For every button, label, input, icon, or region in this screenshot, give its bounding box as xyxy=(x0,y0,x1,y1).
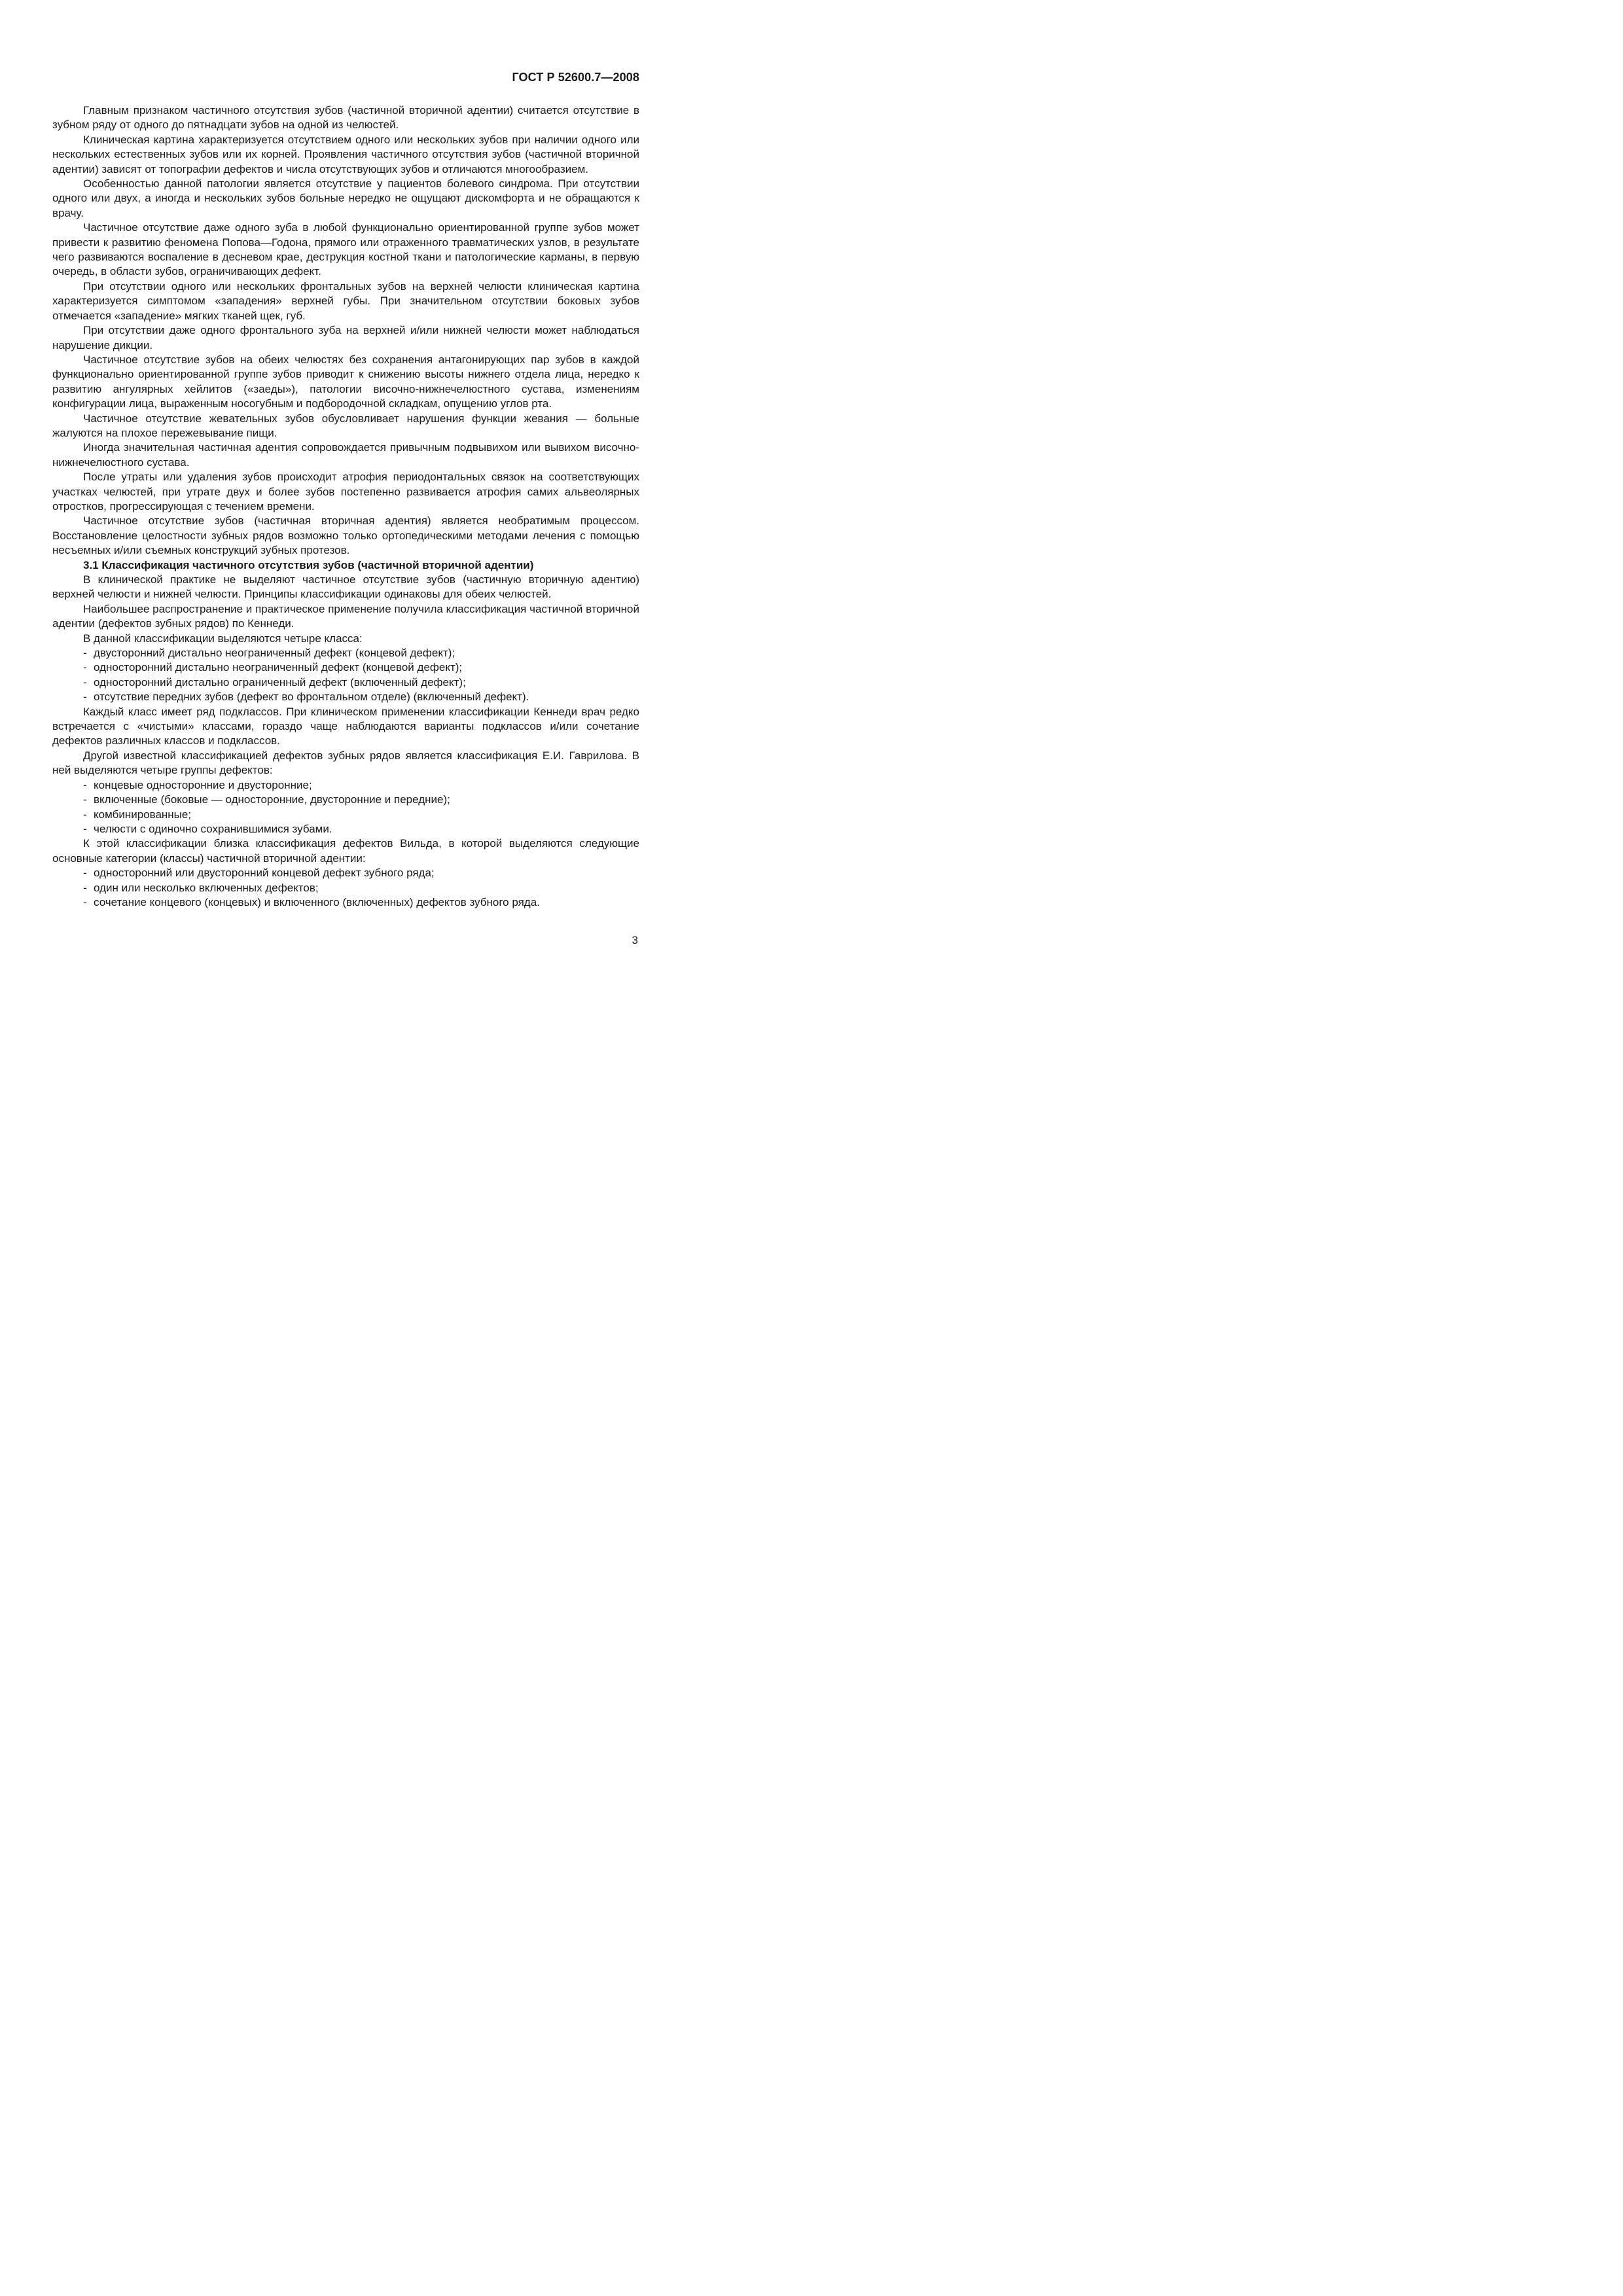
list-item xyxy=(52,793,639,807)
list-item-text: односторонний дистально неограниченный дефект (концевой дефект); xyxy=(94,661,463,674)
list-item-text: концевые односторонние и двусторонние; xyxy=(94,778,312,791)
paragraph: Частичное отсутствие даже одного зуба в любой функционально ориентированной группе зубов может привести к развитию феномена Попова—Годона, прямого или отраженного травматических узлов, в результате чего развиваются воспаление в десневом крае, деструкция костной ткани и патологические карманы, в первую очередь, в области зубов, ограничивающих дефект. xyxy=(52,221,639,278)
list-marker: - xyxy=(83,867,87,880)
list-item xyxy=(52,646,639,660)
list-item xyxy=(52,822,639,836)
list-marker: - xyxy=(83,661,87,674)
document-header-id: ГОСТ Р 52600.7—2008 xyxy=(512,71,639,84)
list-item xyxy=(52,866,639,880)
list-item-text: челюсти с одиночно сохранившимися зубами. xyxy=(94,822,332,835)
list-marker: - xyxy=(83,778,87,791)
list-item-text: отсутствие передних зубов (дефект во фронтальном отделе) (включенный дефект). xyxy=(94,691,529,704)
list-marker: - xyxy=(83,691,87,704)
list-item-text: один или несколько включенных дефектов; xyxy=(94,881,319,894)
paragraph: После утраты или удаления зубов происходит атрофия периодонтальных связок на соответствующих участках челюстей, при утрате двух и более зубов постепенно развивается атрофия самих альвеолярных отростков, прогрессирующая с течением времени. xyxy=(52,471,639,512)
paragraph: Наибольшее распространение и практическое применение получила классификация частичной вторичной адентии (дефектов зубных рядов) по Кеннеди. xyxy=(52,602,639,630)
paragraph: Частичное отсутствие зубов на обеих челюстях без сохранения антагонирующих пар зубов в каждой функционально ориентированной группе зубов приводит к снижению высоты нижнего отдела лица, нередко к развитию ангулярных хейлитов («заеды»), патологии височно-нижнечелюстного сустава, изменениям конфигурации лица, выраженным носогубным и подбородочной складкам, опущению углов рта. xyxy=(52,353,639,410)
paragraph: При отсутствии даже одного фронтального зуба на верхней и/или нижней челюсти может наблюдаться нарушение дикции. xyxy=(52,324,639,351)
paragraph: В данной классификации выделяются четыре класса: xyxy=(83,632,363,645)
list-marker: - xyxy=(83,895,87,908)
paragraph: При отсутствии одного или нескольких фронтальных зубов на верхней челюсти клиническая картина характеризуется симптомом «западения» верхней губы. При значительном отсутствии боковых зубов отмечается «западение» мягких тканей щек, губ. xyxy=(52,279,639,322)
list-item-text: сочетание концевого (концевых) и включенного (включенных) дефектов зубного ряда. xyxy=(94,895,540,908)
list-item xyxy=(52,778,639,793)
paragraph: Иногда значительная частичная адентия сопровождается привычным подвывихом или вывихом височно-нижнечелюстного сустава. xyxy=(52,441,639,469)
list-marker: - xyxy=(83,647,87,660)
paragraph: Частичное отсутствие жевательных зубов обусловливает нарушения функции жевания — больные жалуются на плохое пережевывание пищи. xyxy=(52,412,639,439)
list-item-text: двусторонний дистально неограниченный дефект (концевой дефект); xyxy=(94,647,455,660)
list-item xyxy=(52,808,639,822)
paragraph: Клиническая картина характеризуется отсутствием одного или нескольких зубов при наличии одного или нескольких естественных зубов или их корней. Проявления частичного отсутствия зубов (частичной вторичной адентии) зависят от топографии дефектов и числа отсутствующих зубов и отличаются многообразием. xyxy=(52,133,639,175)
list-item-text: комбинированные; xyxy=(94,808,192,821)
list-item xyxy=(52,675,639,690)
list-item-text: односторонний или двусторонний концевой дефект зубного ряда; xyxy=(94,867,435,880)
list-item-text: односторонний дистально ограниченный дефект (включенный дефект); xyxy=(94,675,466,689)
list-marker: - xyxy=(83,675,87,689)
list-marker: - xyxy=(83,793,87,806)
list-item xyxy=(52,895,639,910)
list-marker: - xyxy=(83,808,87,821)
list-marker: - xyxy=(83,881,87,894)
document-body xyxy=(52,103,639,910)
list-marker: - xyxy=(83,822,87,835)
paragraph: Каждый класс имеет ряд подклассов. При клиническом применении классификации Кеннеди врач редко встречается с «чистыми» классами, гораздо чаще наблюдаются варианты подклассов и/или сочетание дефектов различных классов и подклассов. xyxy=(52,705,639,747)
list-item-text: включенные (боковые — односторонние, двусторонние и передние); xyxy=(94,793,450,806)
section-heading: 3.1 Классификация частичного отсутствия зубов (частичной вторичной адентии) xyxy=(83,558,534,571)
document-page xyxy=(0,0,722,1021)
list-item xyxy=(52,660,639,675)
list-item xyxy=(52,690,639,704)
list-item xyxy=(52,881,639,895)
paragraph: К этой классификации близка классификация дефектов Вильда, в которой выделяются следующие основные категории (классы) частичной вторичной адентии: xyxy=(52,837,639,865)
paragraph: Частичное отсутствие зубов (частичная вторичная адентия) является необратимым процессом. Восстановление целостности зубных рядов возможно только ортопедическими методами лечения с помощью несъемных и/или съемных конструкций зубных протезов. xyxy=(52,514,639,557)
page-number: 3 xyxy=(632,934,638,946)
paragraph: Главным признаком частичного отсутствия зубов (частичной вторичной адентии) считается отсутствие в зубном ряду от одного до пятнадцати зубов на одной из челюстей. xyxy=(52,104,639,132)
paragraph: Особенностью данной патологии является отсутствие у пациентов болевого синдрома. При отсутствии одного или двух, а иногда и нескольких зубов больные нередко не ощущают дискомфорта и не обращаются к врачу. xyxy=(52,177,639,219)
paragraph: В клинической практике не выделяют частичное отсутствие зубов (частичную вторичную адентию) верхней челюсти и нижней челюсти. Принципы классификации одинаковы для обеих челюстей. xyxy=(52,573,639,601)
paragraph: Другой известной классификацией дефектов зубных рядов является классификация Е.И. Гаврилова. В ней выделяются четыре группы дефектов: xyxy=(52,749,639,777)
